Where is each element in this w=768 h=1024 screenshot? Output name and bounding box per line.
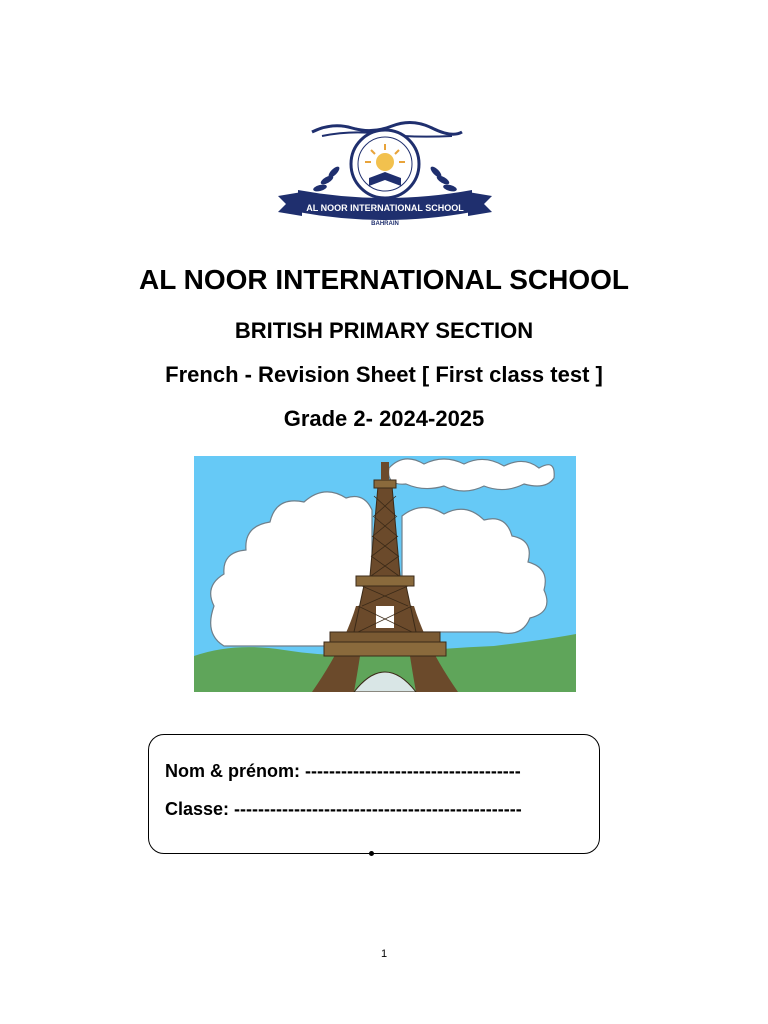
stray-dot: [369, 851, 374, 856]
logo-banner-text: AL NOOR INTERNATIONAL SCHOOL: [306, 203, 464, 213]
class-field-label[interactable]: Classe: ------------------------------------------------: [165, 799, 522, 819]
section-heading: BRITISH PRIMARY SECTION: [234, 318, 534, 343]
subject-heading: French - Revision Sheet [ First class test ]: [165, 362, 603, 387]
grade-heading: Grade 2- 2024-2025: [283, 406, 485, 431]
laurel-right-icon: [429, 165, 458, 193]
school-name-heading: AL NOOR INTERNATIONAL SCHOOL: [139, 264, 629, 295]
name-field-label[interactable]: Nom & prénom: ------------------------------------: [165, 761, 521, 781]
student-info-box: [148, 734, 600, 854]
page-number: 1: [380, 948, 388, 960]
logo-location-text: BAHRAIN: [371, 221, 399, 227]
school-logo: [272, 112, 498, 228]
eiffel-tower-illustration: [194, 456, 576, 692]
laurel-left-icon: [312, 165, 341, 193]
